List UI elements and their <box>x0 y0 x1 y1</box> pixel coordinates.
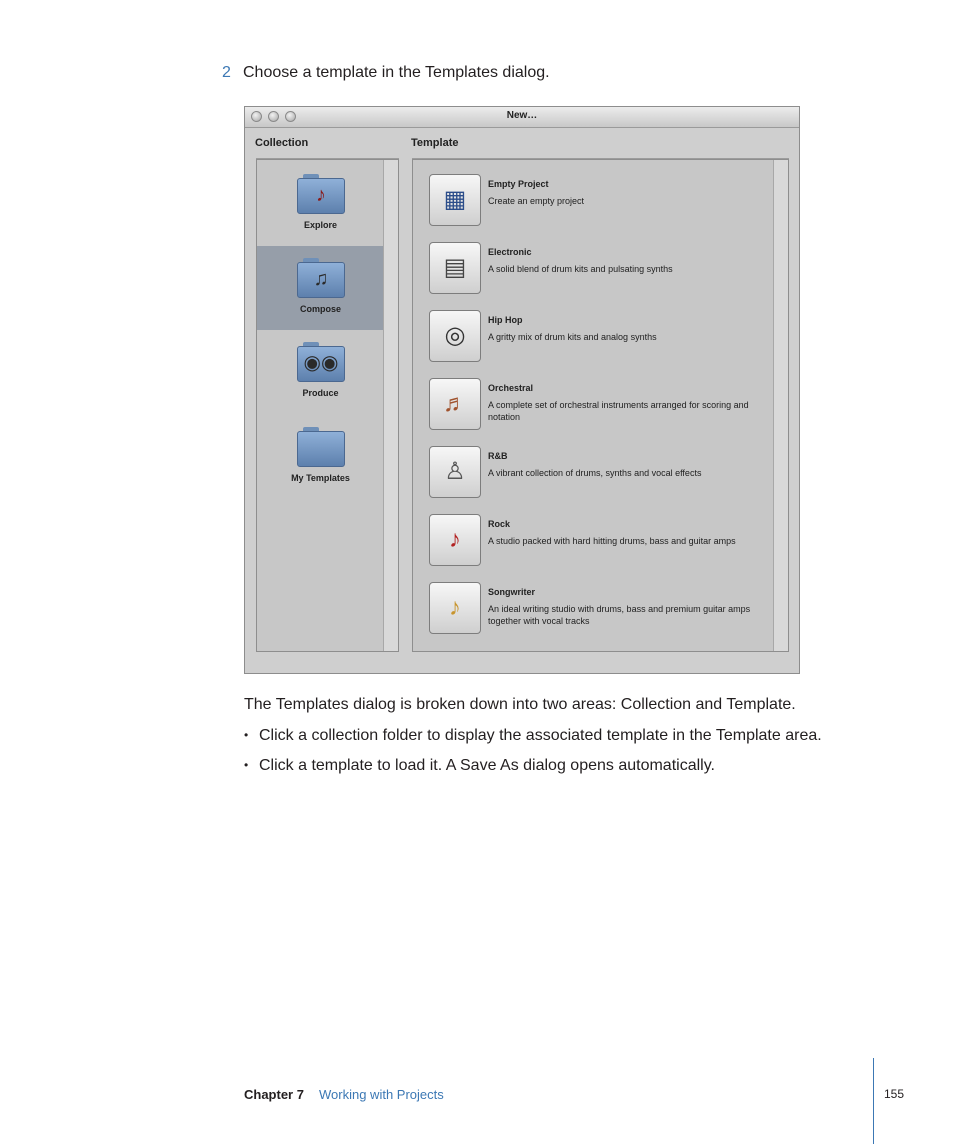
footer-rule <box>873 1058 874 1144</box>
template-description: A solid blend of drum kits and pulsating synths <box>488 264 673 274</box>
template-description: A complete set of orchestral instruments arranged for scoring and notation <box>488 400 749 422</box>
template-item-empty-project[interactable] <box>429 174 759 230</box>
tape-deck-folder-icon: ◉◉ <box>297 342 345 382</box>
template-name: Empty Project <box>488 179 549 189</box>
step-text: Choose a template in the Templates dialog. <box>243 64 550 81</box>
template-list <box>412 159 789 652</box>
guitar-folder-icon: ♪ <box>297 174 345 214</box>
bullet-text: Click a collection folder to display the associated template in the Template area. <box>259 727 822 744</box>
collection-label: My Templates <box>291 473 350 483</box>
template-item-songwriter[interactable] <box>429 582 759 638</box>
template-item-rnb[interactable] <box>429 446 759 502</box>
template-item-rock[interactable] <box>429 514 759 570</box>
collection-item-explore[interactable] <box>257 162 384 246</box>
piano-folder-icon: ♫ <box>297 258 345 298</box>
collection-list <box>256 159 399 652</box>
page-number: 155 <box>884 1087 905 1101</box>
new-project-dialog <box>244 106 800 674</box>
collection-label: Produce <box>302 388 339 398</box>
step-number: 2 <box>222 64 231 81</box>
microphone-icon[interactable]: ♙ <box>429 446 481 498</box>
collection-scrollbar[interactable] <box>383 160 398 651</box>
footer-chapter-title: Working with Projects <box>319 1087 444 1102</box>
collection-header: Collection <box>255 137 309 149</box>
bullet-icon: • <box>244 758 249 772</box>
collection-item-my-templates[interactable] <box>257 415 384 499</box>
template-description: Create an empty project <box>488 196 585 206</box>
violin-icon[interactable]: ♬ <box>429 378 481 430</box>
bullet-text: Click a template to load it. A Save As dialog opens automatically. <box>259 757 715 774</box>
folder-icon <box>297 427 345 467</box>
template-item-electronic[interactable] <box>429 242 759 298</box>
collection-label: Compose <box>299 304 341 314</box>
template-description: A studio packed with hard hitting drums, bass and guitar amps <box>488 536 736 546</box>
template-name: R&B <box>488 451 508 461</box>
template-name: Orchestral <box>488 383 534 393</box>
template-item-orchestral[interactable] <box>429 378 759 434</box>
dialog-title: New… <box>506 110 538 121</box>
template-name: Hip Hop <box>488 315 523 325</box>
template-description: A vibrant collection of drums, synths and vocal effects <box>488 468 702 478</box>
collection-item-compose[interactable] <box>257 246 384 330</box>
collection-label: Explore <box>303 220 337 230</box>
footer-chapter: Chapter 7 <box>244 1087 304 1102</box>
template-description: An ideal writing studio with drums, bass and premium guitar amps together with vocal tracks <box>488 604 751 626</box>
collection-item-produce[interactable] <box>257 330 384 414</box>
template-item-hip-hop[interactable] <box>429 310 759 366</box>
template-name: Rock <box>488 519 511 529</box>
bullet-item <box>244 725 822 746</box>
acoustic-guitar-icon[interactable]: ♪ <box>429 582 481 634</box>
template-name: Electronic <box>488 247 532 257</box>
template-scrollbar[interactable] <box>773 160 788 651</box>
dialog-titlebar <box>245 107 799 128</box>
turntable-icon[interactable]: ◎ <box>429 310 481 362</box>
synth-icon[interactable]: ▤ <box>429 242 481 294</box>
intro-paragraph: The Templates dialog is broken down into two areas: Collection and Template. <box>244 696 796 713</box>
bullet-icon: • <box>244 728 249 742</box>
electric-guitar-icon[interactable]: ♪ <box>429 514 481 566</box>
template-name: Songwriter <box>488 587 536 597</box>
template-description: A gritty mix of drum kits and analog synths <box>488 332 657 342</box>
template-header: Template <box>411 137 459 149</box>
step-instruction <box>222 63 550 83</box>
empty-project-icon[interactable]: ▦ <box>429 174 481 226</box>
bullet-item <box>244 755 715 776</box>
